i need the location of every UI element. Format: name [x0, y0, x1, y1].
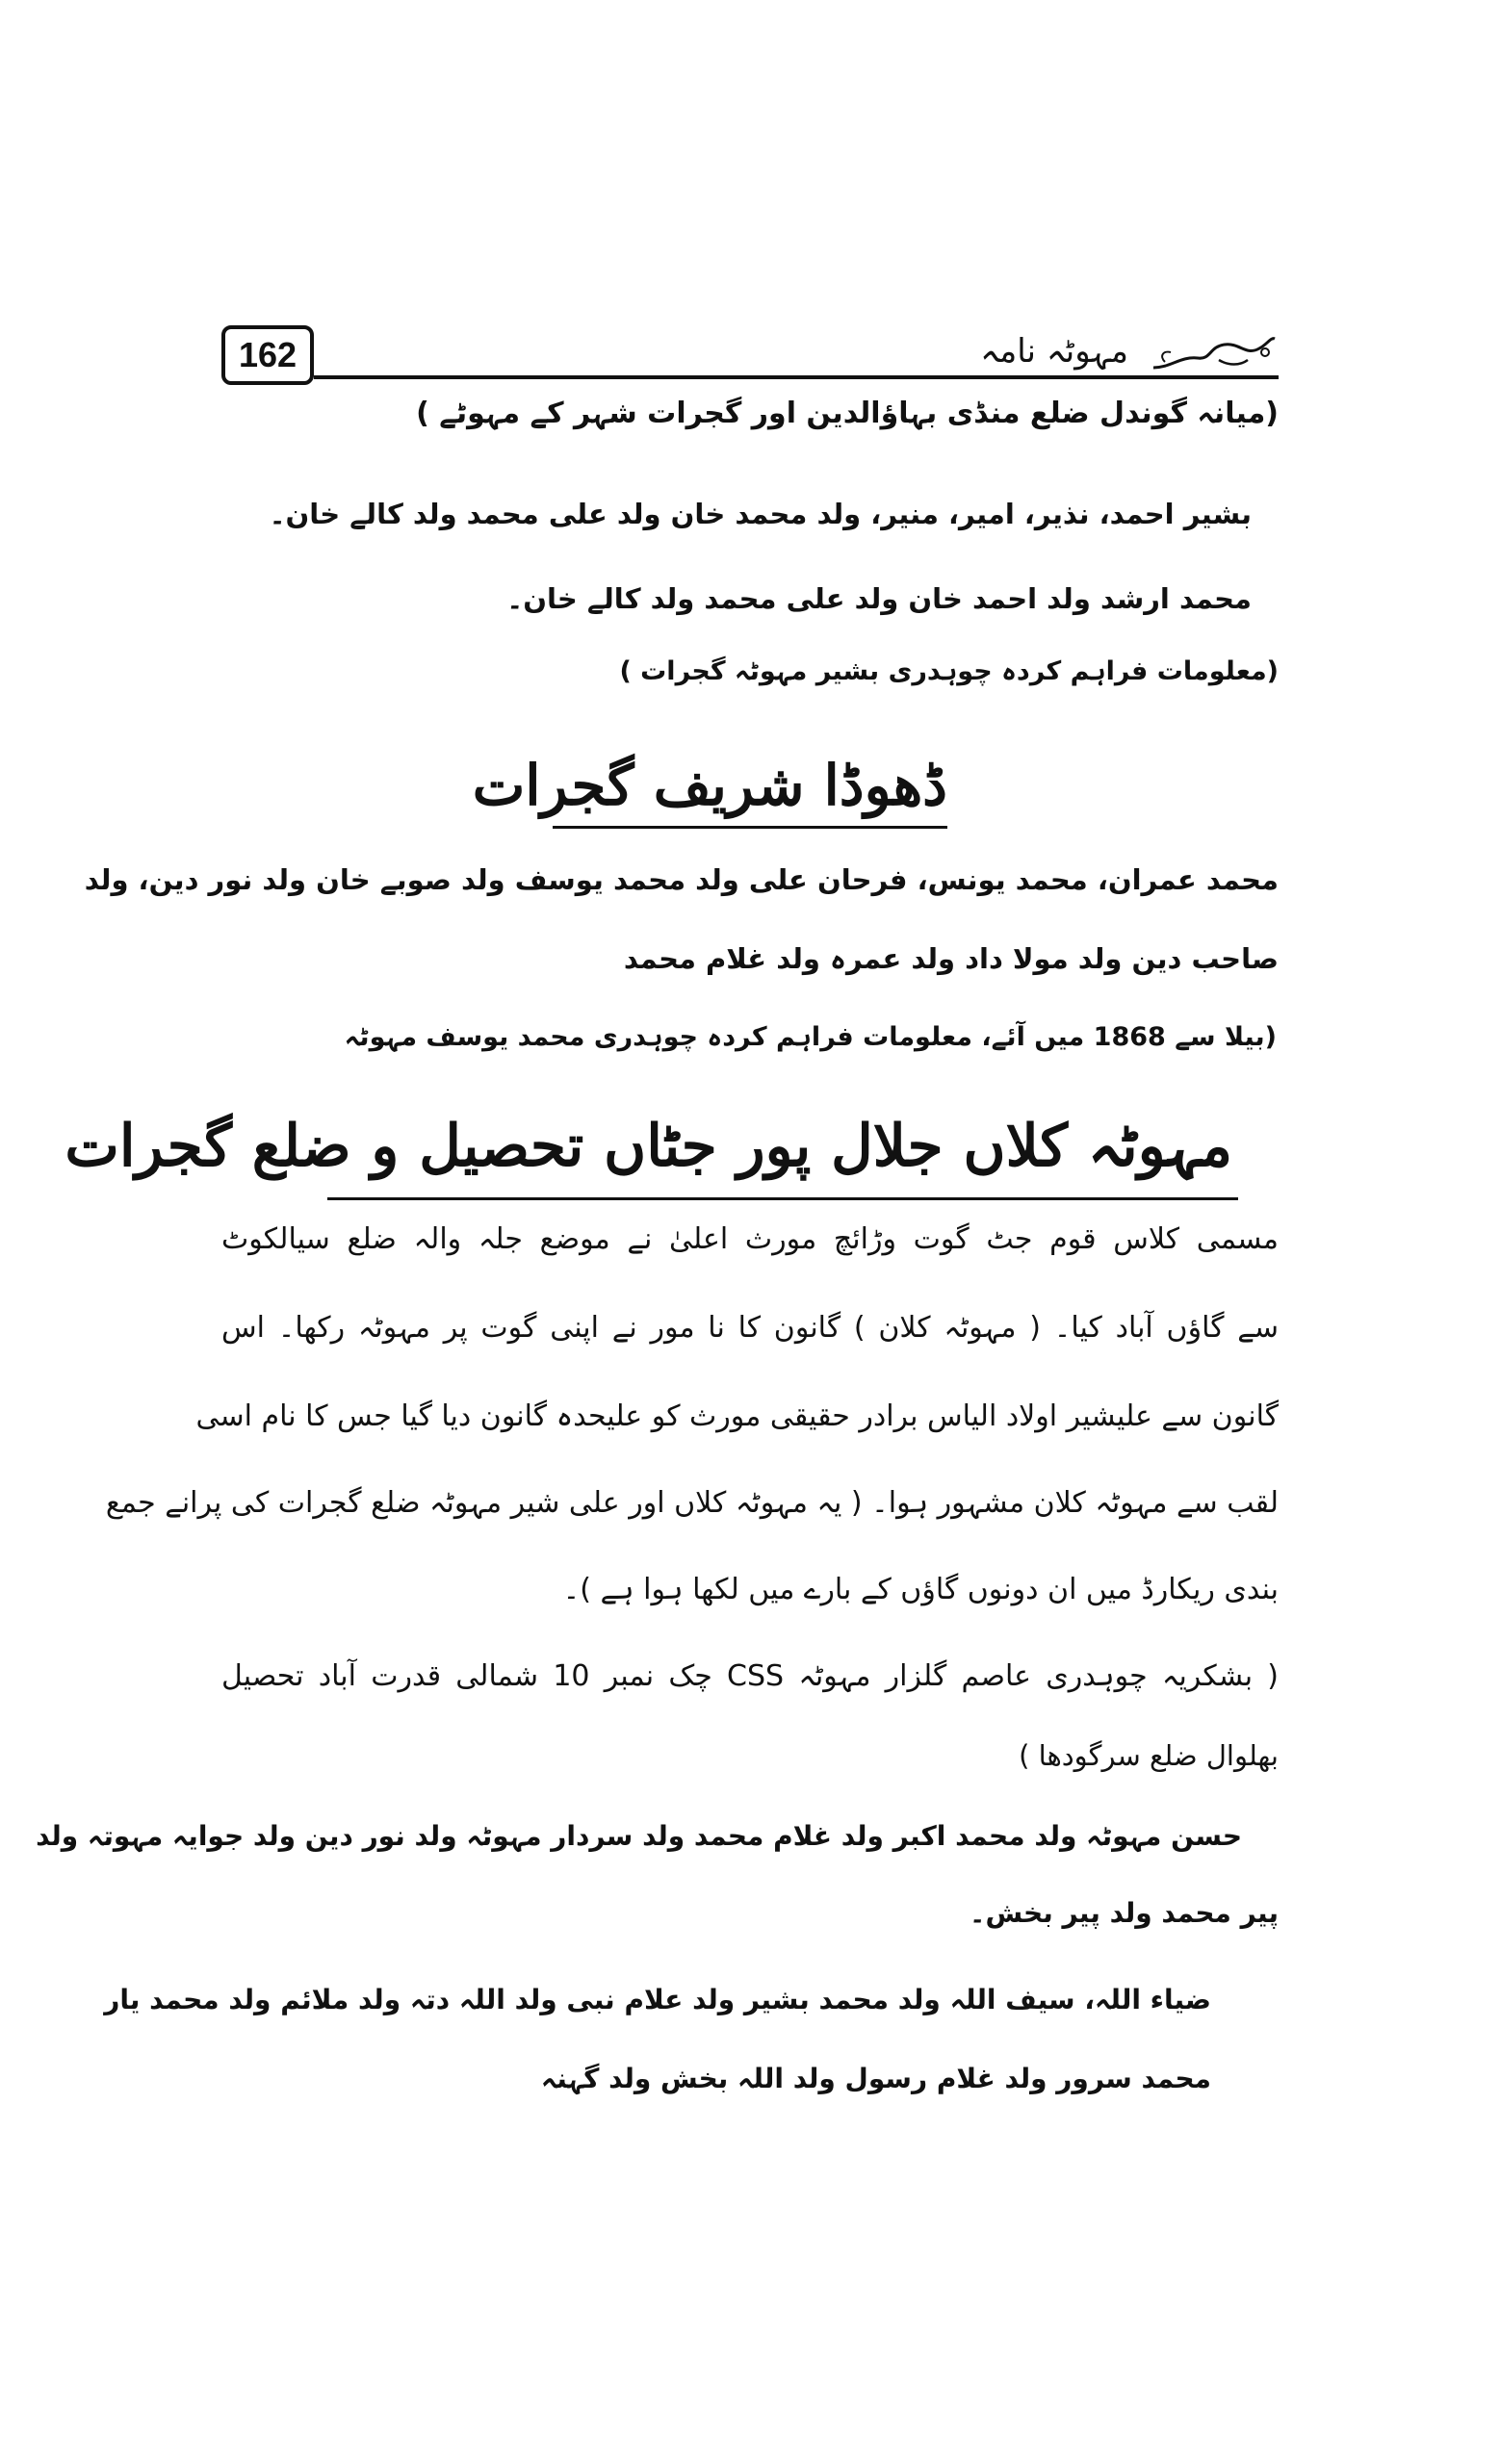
credit-line: ( بشکریہ چوہدری عاصم گلزار مہوٹہ CSS چک نمبر 10 شمالی قدرت آباد تحصیل [221, 1659, 1280, 1693]
header-rule [314, 375, 1279, 379]
paragraph-line: پیر محمد ولد پیر بخش۔ [970, 1897, 1279, 1929]
section-heading: مہوٹہ کلاں جلال پور جٹاں تحصیل و ضلع گجرات [65, 1113, 1232, 1180]
source-note: (معلومات فراہم کردہ چوہدری بشیر مہوٹہ گجرات ) [619, 656, 1279, 686]
paragraph-line: ضیاء اللہ، سیف اللہ ولد محمد بشیر ولد علام نبی ولد اللہ دتہ ولد ملائم ولد محمد یار [104, 1984, 1211, 2015]
text-line: صاحب دین ولد مولا داد ولد عمرہ ولد غلام محمد [623, 942, 1279, 975]
credit-line: بھلوال ضلع سرگودھا ) [1019, 1739, 1279, 1772]
flourish-ornament-icon [1151, 318, 1277, 375]
heading-underline [327, 1197, 1238, 1200]
paragraph-line: سے گاؤں آباد کیا۔ ( مہوٹہ کلان ) گانون کا نا مور نے اپنی گوت پر مہوٹہ رکھا۔ اس [221, 1311, 1279, 1345]
text-line: محمد عمران، محمد یونس، فرحان علی ولد محمد یوسف ولد صوبے خان ولد نور دین، ولد [84, 863, 1279, 896]
text-line: بشیر احمد، نذیر، امیر، منیر، ولد محمد خان ولد علی محمد ولد کالے خان۔ [269, 498, 1252, 530]
heading-underline [553, 826, 947, 829]
paragraph-line: گانون سے علیشیر اولاد الیاس برادر حقیقی مورث کو علیحدہ گانون دیا گیا جس کا نام اسی [195, 1399, 1279, 1433]
paragraph-line: محمد سرور ولد غلام رسول ولد اللہ بخش ولد گہنہ [540, 2063, 1211, 2094]
paragraph-line: بندی ریکارڈ میں ان دونوں گاؤں کے بارے میں لکھا ہوا ہے )۔ [562, 1573, 1279, 1606]
text-line: محمد ارشد ولد احمد خان ولد علی محمد ولد کالے خان۔ [506, 582, 1252, 615]
source-note: (بیلا سے 1868 میں آئے، معلومات فراہم کردہ چوہدری محمد یوسف مہوٹہ [344, 1022, 1277, 1052]
page-number: 162 [221, 325, 314, 385]
section-title-line: (میانہ گوندل ضلع منڈی بہاؤالدین اور گجرات شہر کے مہوٹے ) [416, 397, 1279, 430]
paragraph-line: حسن مہوٹہ ولد محمد اکبر ولد غلام محمد ولد سردار مہوٹہ ولد نور دین ولد جوایہ مہوتہ ولد [36, 1820, 1242, 1852]
paragraph-line: مسمی کلاس قوم جٹ گوت وڑائچ مورث اعلیٰ نے موضع جلہ والہ ضلع سیالکوٹ [221, 1222, 1279, 1256]
section-heading: ڈھوڈا شریف گجرات [472, 753, 947, 818]
paragraph-line: لقب سے مہوٹہ کلان مشہور ہوا۔ ( یہ مہوٹہ کلاں اور علی شیر مہوٹہ ضلع گجرات کی پرانے جمع [105, 1486, 1279, 1520]
running-title: مہوٹہ نامہ [980, 332, 1128, 371]
